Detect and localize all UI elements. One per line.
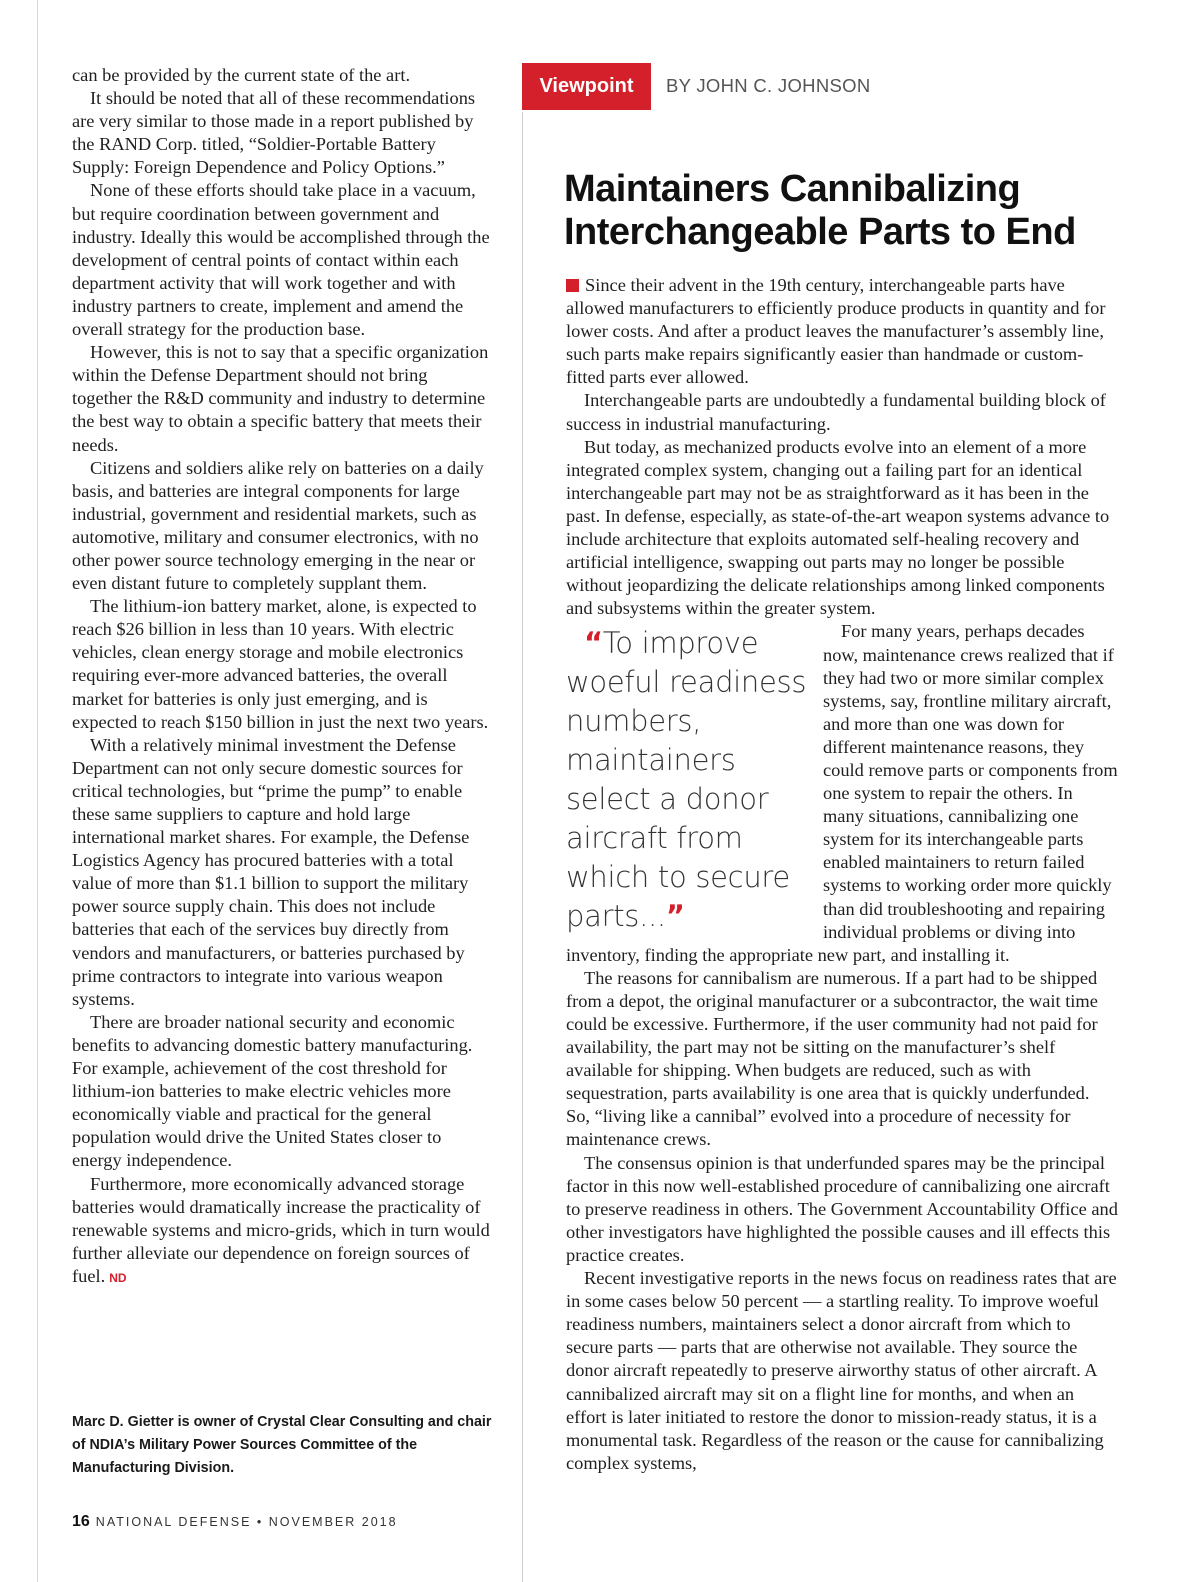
close-quote-mark: ”	[665, 899, 685, 934]
author-bio: Marc D. Gietter is owner of Crystal Clear Consulting and chair of NDIA’s Military Power Sources Committee of the Manufacturing Division.	[72, 1414, 492, 1476]
body-paragraph: Recent investigative reports in the news focus on readiness rates that are in some cases below 50 percent — a startling reality. To improve woeful readiness numbers, maintainers select a donor aircraft from which to secure parts — parts that are otherwise not available. They source the donor aircraft repeatedly to preserve airworthy status of other aircraft. A cannibalized aircraft may sit on a flight line for months, and when an effort is later initiated to restore the donor to mission-ready status, it is a monumental task. Regardless of the reason or the cause for cannibalizing complex systems,	[566, 1268, 1117, 1473]
article-body	[566, 274, 1118, 1475]
byline: BY JOHN C. JOHNSON	[666, 75, 871, 96]
previous-article-column	[72, 64, 490, 1290]
body-paragraph: It should be noted that all of these recommendations are very similar to those made in a report published by the RAND Corp. titled, “Soldier-Portable Battery Supply: Foreign Dependence and Policy Options.”	[72, 88, 476, 178]
open-quote-mark: “	[584, 626, 603, 661]
red-square-icon	[566, 279, 579, 292]
final-paragraph-text: Furthermore, more economically advanced storage batteries would dramatically increase the practicality of renewable systems and micro-grids, which in turn would further alleviate our dependence on foreign sources of fuel.	[72, 1173, 490, 1286]
body-paragraph-with-quote	[566, 620, 1118, 966]
pull-quote-text: To improve woeful readiness numbers, maintainers select a donor aircraft from which to secure parts...	[566, 626, 807, 934]
body-paragraph: can be provided by the current state of the art.	[72, 65, 411, 85]
article-headline: Maintainers Cannibalizing Interchangeable Parts to End	[564, 168, 1076, 253]
body-paragraph-text: For many years, perhaps decades now, maintenance crews realized that if they had two or more similar complex systems, say, frontline military aircraft, and more than one was down for different maintenance reasons, they could remove parts or components from one system to repair the others. In many situations, cannibalizing one system for its interchangeable parts enabled maintainers to return failed systems to working order more quickly than did troubleshooting and repairing individual problems or diving into inventory, finding the appropriate new part, and installing it.	[566, 621, 1118, 965]
publication-line: NATIONAL DEFENSE • NOVEMBER 2018	[95, 1515, 398, 1529]
lead-paragraph	[566, 274, 1118, 389]
column-divider	[522, 112, 523, 1582]
body-paragraph: But today, as mechanized products evolve into an element of a more integrated complex system, changing out a failing part for an identical interchangeable part may not be as straightforward as it has been in the past. In defense, especially, as state-of-the-art weapon systems advance to include architecture that exploits automated self-healing recovery and artificial intelligence, swapping out parts may no longer be possible without jeopardizing the delicate relationships among linked components and subsystems within the greater system.	[566, 436, 1110, 619]
page-edge-rule	[37, 0, 38, 1582]
page-number: 16	[72, 1513, 90, 1530]
body-paragraph: The consensus opinion is that underfunded spares may be the principal factor in this now well-established procedure of cannibalizing one aircraft to preserve readiness in others. The Government Accountability Office and other investigators have highlighted the possible causes and ill effects this practice creates.	[566, 1152, 1118, 1265]
end-mark: ND	[109, 1270, 127, 1285]
lead-paragraph-text: Since their advent in the 19th century, interchangeable parts have allowed manufacturers to efficiently produce products in quantity and for lower costs. And after a product leaves the manufacturer’s assembly line, such parts make repairs significantly easier than handmade or custom-fitted parts ever allowed.	[566, 275, 1106, 388]
body-paragraph: However, this is not to say that a specific organization within the Defense Department should not bring together the R&D community and industry to determine the best way to obtain a specific battery that meets their needs.	[72, 342, 489, 455]
page-footer	[72, 1513, 398, 1531]
section-kicker: Viewpoint	[522, 63, 651, 110]
pull-quote	[566, 624, 811, 936]
body-paragraph: There are broader national security and economic benefits to advancing domestic battery manufacturing. For example, achievement of the cost threshold for lithium-ion batteries to make electric vehicles more economically viable and practical for the general population would drive the United States closer to energy independence.	[72, 1011, 473, 1171]
final-paragraph	[72, 1173, 490, 1290]
body-paragraph: The lithium-ion battery market, alone, is expected to reach $26 billion in less than 10 years. With electric vehicles, clean energy storage and mobile electronics requiring ever-more advanced batteries, the overall market for batteries is only just emerging, and is expected to reach $150 billion in just the next two years.	[72, 596, 489, 732]
body-paragraph: The reasons for cannibalism are numerous. If a part had to be shipped from a depot, the original manufacturer or a subcontractor, the wait time could be excessive. Furthermore, if the user community had not paid for availability, the part may not be sitting on the manufacturer’s shelf available for shipping. When budgets are reduced, such as with sequestration, parts availability is one area that is quickly underfunded. So, “living like a cannibal” evolved into a procedure of necessity for maintenance crews.	[566, 967, 1098, 1150]
body-paragraph: None of these efforts should take place in a vacuum, but require coordination between government and industry. Ideally this would be accomplished through the development of central points of contact within each department activity that will work together and with industry partners to create, implement and amend the overall strategy for the production base.	[72, 180, 490, 340]
body-paragraph: Interchangeable parts are undoubtedly a fundamental building block of success in industrial manufacturing.	[566, 390, 1106, 434]
body-paragraph: Citizens and soldiers alike rely on batteries on a daily basis, and batteries are integral components for large industrial, government and residential markets, such as automotive, military and consumer electronics, with no other power source technology emerging in the near or even distant future to completely supplant them.	[72, 457, 484, 594]
body-paragraph: With a relatively minimal investment the Defense Department can not only secure domestic sources for critical technologies, but “prime the pump” to enable these same suppliers to capture and hold large international market shares. For example, the Defense Logistics Agency has procured batteries with a total value of more than $1.1 billion to support the military power source supply chain. This does not include batteries that each of the services buy directly from vendors and manufacturers, or batteries purchased by prime contractors to integrate into various weapon systems.	[72, 734, 470, 1009]
